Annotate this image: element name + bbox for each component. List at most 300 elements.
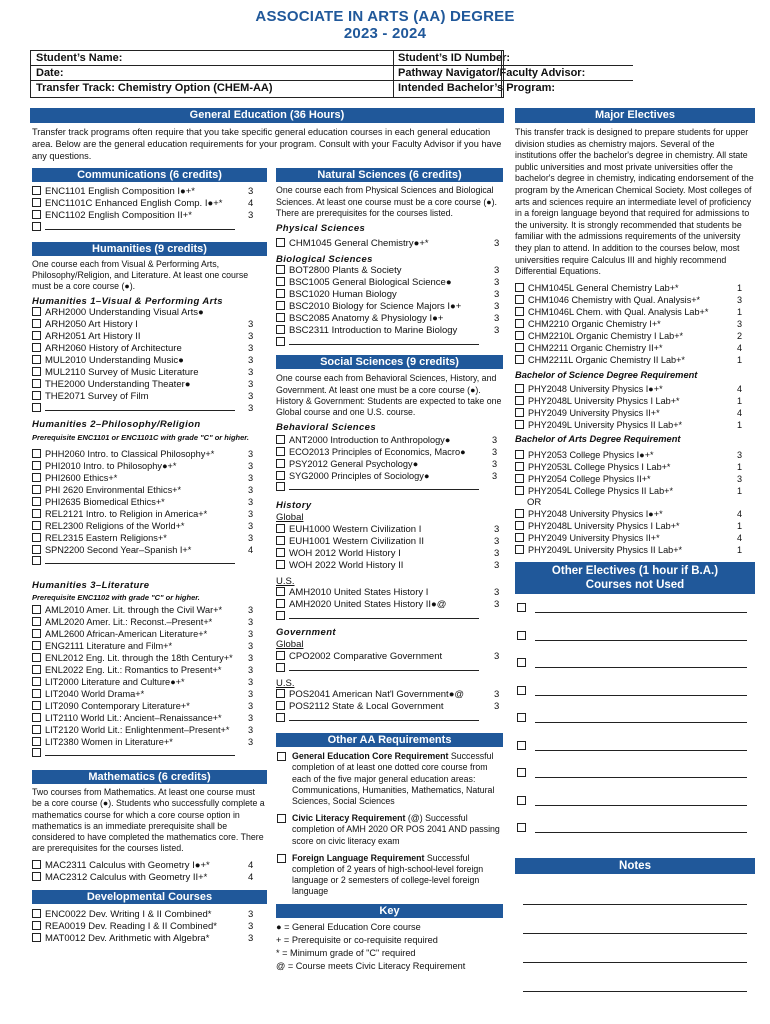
course-name: LIT2380 Women in Literature+*: [45, 737, 173, 748]
course-checkbox[interactable]: [32, 186, 41, 195]
course-checkbox[interactable]: [32, 485, 41, 494]
course-checkbox[interactable]: [276, 313, 285, 322]
course-credits: 4: [737, 407, 743, 418]
elective-blank-row: [515, 710, 755, 738]
course-checkbox[interactable]: [515, 319, 524, 328]
course-row: [276, 289, 503, 301]
course-checkbox[interactable]: [515, 420, 524, 429]
course-row: [32, 604, 267, 616]
course-name: ARH2051 Art History II: [45, 331, 141, 343]
elective-blank-line[interactable]: [535, 640, 747, 641]
requirement-text: Successful completion of 2 years of high-school-level foreign language or 2 semesters of college-level foreign language: [292, 852, 484, 897]
course-checkbox[interactable]: [32, 725, 41, 734]
transfer-track-field: Transfer Track: Chemistry Option (CHEM-AA): [36, 82, 273, 94]
course-name: PHY2054L College Physics II Lab+*: [528, 486, 673, 497]
course-checkbox[interactable]: [32, 331, 41, 340]
course-credits: 3: [494, 325, 500, 337]
checkbox[interactable]: [276, 713, 285, 722]
elective-blank-line[interactable]: [535, 750, 747, 751]
elective-checkbox[interactable]: [517, 631, 526, 640]
course-checkbox[interactable]: [32, 355, 41, 364]
course-checkbox[interactable]: [32, 689, 41, 698]
course-name: ECO2013 Principles of Economics, Macro●: [289, 446, 466, 457]
elective-checkbox[interactable]: [517, 741, 526, 750]
course-checkbox[interactable]: [515, 355, 524, 364]
course-row: [32, 331, 267, 343]
checkbox[interactable]: [32, 748, 41, 757]
page-title: ASSOCIATE IN ARTS (AA) DEGREE: [255, 8, 515, 25]
course-credits: 3: [248, 701, 254, 712]
course-checkbox[interactable]: [515, 331, 524, 340]
course-row: [32, 724, 267, 736]
student-id-field[interactable]: Student’s ID Number:: [393, 51, 633, 66]
physical-sciences-title: Physical Sciences: [276, 222, 366, 234]
key-header: Key: [276, 904, 503, 918]
course-row: [515, 294, 755, 306]
course-checkbox[interactable]: [515, 408, 524, 417]
course-row: [276, 446, 503, 458]
course-checkbox[interactable]: [515, 396, 524, 405]
course-checkbox[interactable]: [276, 238, 285, 247]
requirement-text: Successful completion of at least one dotted core course from each of the five major general education areas: Communications, Humanities, Mathematics, Natural Sciences, Social Sciences: [292, 751, 495, 807]
course-name: PHI2600 Ethics+*: [45, 472, 118, 483]
elective-checkbox[interactable]: [517, 823, 526, 832]
course-name: PHI 2620 Environmental Ethics+*: [45, 484, 182, 495]
course-name: PHY2053 College Physics I●+*: [528, 450, 654, 461]
checkbox[interactable]: [276, 611, 285, 620]
course-row: [32, 367, 267, 379]
course-row: [32, 532, 267, 544]
course-checkbox[interactable]: [32, 701, 41, 710]
elective-blank-line[interactable]: [535, 832, 747, 833]
course-row: [32, 343, 267, 355]
course-name: ENL2022 Eng. Lit.: Romantics to Present+*: [45, 665, 222, 676]
course-row: [276, 599, 503, 611]
course-row: [32, 676, 267, 688]
elective-blank-line[interactable]: [535, 722, 747, 723]
course-checkbox[interactable]: [515, 307, 524, 316]
course-checkbox[interactable]: [515, 474, 524, 483]
course-checkbox[interactable]: [32, 343, 41, 352]
course-row: [515, 532, 755, 544]
checkbox[interactable]: [276, 663, 285, 672]
course-checkbox[interactable]: [32, 617, 41, 626]
course-checkbox[interactable]: [32, 307, 41, 316]
course-row: [32, 508, 267, 520]
course-row: [276, 651, 503, 663]
course-credits: 3: [248, 460, 254, 471]
course-checkbox[interactable]: [32, 545, 41, 554]
elective-blank-line[interactable]: [535, 612, 747, 613]
course-name: ARH2050 Art History I: [45, 319, 138, 331]
course-credits: 3: [737, 474, 743, 485]
course-row: [32, 355, 267, 367]
elective-checkbox[interactable]: [517, 658, 526, 667]
course-checkbox[interactable]: [276, 701, 285, 710]
course-name: ARH2060 History of Architecture: [45, 343, 182, 355]
course-checkbox[interactable]: [276, 560, 285, 569]
history-title: History: [276, 499, 312, 511]
requirement-item: [276, 853, 503, 898]
course-name: ANT2000 Introduction to Anthropology●: [289, 434, 451, 445]
requirement-checkbox[interactable]: [277, 814, 286, 823]
course-credits: 3: [248, 520, 254, 531]
course-credits: 3: [494, 599, 500, 611]
course-checkbox[interactable]: [32, 909, 41, 918]
course-checkbox[interactable]: [276, 599, 285, 608]
course-checkbox[interactable]: [276, 587, 285, 596]
course-credits: 1: [737, 354, 743, 365]
course-checkbox[interactable]: [515, 545, 524, 554]
course-row: [515, 520, 755, 532]
course-credits: 1: [737, 545, 743, 556]
requirement-item: [276, 751, 503, 807]
course-checkbox[interactable]: [276, 689, 285, 698]
advisor-field[interactable]: Pathway Navigator/Faculty Advisor:: [393, 66, 633, 81]
course-row: [32, 496, 267, 508]
or-label: OR: [527, 497, 542, 509]
course-credits: 3: [248, 343, 254, 355]
other-electives-subtitle: Courses not Used: [585, 579, 685, 592]
course-credits: 4: [248, 544, 254, 555]
government-title: Government: [276, 627, 336, 639]
course-checkbox[interactable]: [276, 471, 285, 480]
course-row: [32, 391, 267, 403]
elective-blank-row: [515, 600, 755, 628]
course-credits: 3: [494, 650, 500, 662]
course-row: [32, 628, 267, 640]
course-name: AML2020 Amer. Lit.: Reconst.–Present+*: [45, 617, 213, 628]
course-checkbox[interactable]: [276, 536, 285, 545]
course-checkbox[interactable]: [32, 509, 41, 518]
other-electives-title: Other Electives (1 hour if B.A.): [551, 565, 719, 578]
course-name: BSC2311 Introduction to Marine Biology: [289, 325, 458, 337]
course-row: [276, 560, 503, 572]
course-checkbox[interactable]: [276, 277, 285, 286]
course-credits: 3: [248, 186, 254, 197]
course-credits: 1: [737, 282, 743, 293]
course-row: [515, 318, 755, 330]
course-checkbox[interactable]: [32, 713, 41, 722]
course-row: [515, 282, 755, 294]
course-credits: 3: [494, 523, 500, 535]
course-name: PHY2048L University Physics I Lab+*: [528, 395, 680, 406]
course-credits: 3: [494, 277, 500, 289]
course-row: [32, 712, 267, 724]
course-credits: 3: [492, 458, 498, 469]
notes-line[interactable]: [523, 962, 747, 963]
course-row: [276, 434, 503, 446]
course-credits: 1: [737, 419, 743, 430]
course-row: [515, 485, 755, 497]
course-checkbox[interactable]: [32, 629, 41, 638]
course-credits: 3: [248, 617, 254, 628]
elective-checkbox[interactable]: [517, 768, 526, 777]
course-checkbox[interactable]: [515, 295, 524, 304]
course-checkbox[interactable]: [32, 872, 41, 881]
course-row: [32, 933, 267, 945]
key-item: * = Minimum grade of "C" required: [276, 947, 416, 958]
course-name: CHM1045L General Chemistry Lab+*: [528, 282, 679, 293]
course-credits: 3: [248, 921, 254, 933]
elective-checkbox[interactable]: [517, 796, 526, 805]
course-credits: 3: [494, 535, 500, 547]
course-checkbox[interactable]: [276, 301, 285, 310]
course-row: [515, 461, 755, 473]
course-name: PHY2054 College Physics II+*: [528, 474, 651, 485]
course-checkbox[interactable]: [32, 379, 41, 388]
course-checkbox[interactable]: [32, 319, 41, 328]
course-checkbox[interactable]: [32, 933, 41, 942]
course-credits: 4: [248, 872, 254, 884]
course-checkbox[interactable]: [32, 367, 41, 376]
course-credits: 3: [248, 319, 254, 331]
course-credits: 4: [737, 342, 743, 353]
history-global-label: Global: [276, 512, 304, 524]
course-row: [32, 319, 267, 331]
elective-blank-line[interactable]: [535, 805, 747, 806]
requirement-checkbox[interactable]: [277, 752, 286, 761]
communications-header: Communications (6 credits): [32, 168, 267, 182]
course-credits: 4: [248, 198, 254, 209]
course-checkbox[interactable]: [32, 641, 41, 650]
course-checkbox[interactable]: [32, 605, 41, 614]
course-name: PHY2048L University Physics I Lab+*: [528, 521, 680, 532]
course-row: [515, 354, 755, 366]
checkbox[interactable]: [32, 556, 41, 565]
course-name: MUL2010 Understanding Music●: [45, 355, 184, 367]
course-row: [515, 330, 755, 342]
key-item: @ = Course meets Civic Literacy Requirement: [276, 960, 466, 971]
course-row: [276, 301, 503, 313]
course-name: ENC1101C Enhanced English Comp. I●+*: [45, 198, 223, 209]
course-name: CHM1045 General Chemistry●+*: [289, 237, 429, 249]
course-credits: 1: [737, 521, 743, 532]
checkbox[interactable]: [32, 403, 41, 412]
course-name: POS2041 American Nat'l Government●@: [289, 689, 465, 701]
course-name: LIT2040 World Drama+*: [45, 689, 145, 700]
course-credits: 3: [248, 665, 254, 676]
bs-requirement-title: Bachelor of Science Degree Requirement: [515, 369, 698, 380]
course-checkbox[interactable]: [515, 486, 524, 495]
elective-blank-line[interactable]: [535, 777, 747, 778]
course-name: CHM1046 Chemistry with Qual. Analysis+*: [528, 294, 701, 305]
elective-checkbox[interactable]: [517, 603, 526, 612]
notes-line[interactable]: [523, 991, 747, 992]
elective-blank-line[interactable]: [535, 695, 747, 696]
course-name: AMH2020 United States History II●@: [289, 599, 447, 611]
course-credits: 3: [737, 318, 743, 329]
mathematics-intro: Two courses from Mathematics. At least one course must be a core course (●). Students who successfully complete a mathematics course for which a core course option in mathematics is an immediate prerequisite shall be considered to have completed the mathematics core. There are prerequisites for the courses listed.: [32, 787, 265, 854]
course-credits: 3: [737, 450, 743, 461]
requirement-title: Foreign Language Requirement: [292, 852, 425, 863]
course-name: PHH2060 Intro. to Classical Philosophy+*: [45, 448, 215, 459]
major-electives-intro: This transfer track is designed to prepare students for upper division studies as chemistry majors. Several of the institutions offer the bachelor's degree in chemistry. All state public universities and most private universities offer the bachelor's degree in chemistry, indicating endorsement of the program by the American Chemical Society. Most colleges of arts and sciences require an intermediate level of proficiency in a foreign language beyond that required for admissions to the university. It is strongly recommended that students be familiar with the admissions requirements of the university they plan to attend. In addition to the courses below, most universities require Calculus III and highly recommend Differential Equations.: [515, 127, 754, 277]
course-credits: 3: [492, 434, 498, 445]
course-credits: 4: [248, 860, 254, 872]
course-row: [32, 379, 267, 391]
course-checkbox[interactable]: [32, 921, 41, 930]
student-name-field[interactable]: Student’s Name:: [31, 51, 393, 66]
course-checkbox[interactable]: [32, 391, 41, 400]
course-name: PSY2012 General Psychology●: [289, 458, 419, 469]
course-name: PHY2053L College Physics I Lab+*: [528, 462, 671, 473]
course-checkbox[interactable]: [32, 665, 41, 674]
course-credits: 3: [248, 496, 254, 507]
course-checkbox[interactable]: [276, 459, 285, 468]
course-name: LIT2000 Literature and Culture●+*: [45, 677, 185, 688]
behavioral-sciences-title: Behavioral Sciences: [276, 422, 377, 434]
course-row: [32, 448, 267, 460]
course-credits: 3: [494, 301, 500, 313]
course-name: THE2071 Survey of Film: [45, 391, 149, 403]
developmental-header: Developmental Courses: [32, 890, 267, 904]
course-name: ARH2000 Understanding Visual Arts●: [45, 307, 204, 319]
course-checkbox[interactable]: [515, 343, 524, 352]
course-credits: 3: [248, 508, 254, 519]
course-row: [32, 640, 267, 652]
course-checkbox[interactable]: [515, 384, 524, 393]
course-row: [276, 238, 503, 250]
requirement-text: (@) Successful completion of AMH 2020 OR POS 2041 AND passing score on civic literacy exam: [292, 813, 500, 846]
course-credits: 3: [248, 653, 254, 664]
course-row: [276, 470, 503, 482]
date-field[interactable]: Date:: [31, 66, 393, 81]
course-row: [32, 664, 267, 676]
course-name: AMH2010 United States History I: [289, 587, 429, 599]
requirement-checkbox[interactable]: [277, 854, 286, 863]
course-name: PHY2049 University Physics II+*: [528, 533, 660, 544]
course-checkbox[interactable]: [276, 325, 285, 334]
elective-checkbox[interactable]: [517, 686, 526, 695]
course-checkbox[interactable]: [515, 509, 524, 518]
course-credits: 3: [248, 379, 254, 391]
course-checkbox[interactable]: [32, 198, 41, 207]
course-checkbox[interactable]: [32, 449, 41, 458]
course-name: EUH1000 Western Civilization I: [289, 523, 422, 535]
intended-program-field[interactable]: Intended Bachelor’s Program:: [398, 82, 556, 94]
course-checkbox[interactable]: [276, 435, 285, 444]
course-row: [32, 860, 267, 872]
course-checkbox[interactable]: [32, 533, 41, 542]
natural-sciences-header: Natural Sciences (6 credits): [276, 168, 503, 182]
course-name: PHY2048 University Physics I●+*: [528, 383, 663, 394]
course-credits: 3: [248, 713, 254, 724]
course-name: PHI2010 Intro. to Philosophy●+*: [45, 460, 177, 471]
course-name: REL2121 Intro. to Religion in America+*: [45, 508, 208, 519]
notes-line[interactable]: [523, 904, 747, 905]
course-row: [515, 449, 755, 461]
course-name: REL2315 Eastern Religions+*: [45, 532, 167, 543]
course-checkbox[interactable]: [32, 210, 41, 219]
checkbox[interactable]: [32, 222, 41, 231]
course-row: [515, 473, 755, 485]
elective-blank-line[interactable]: [535, 667, 747, 668]
course-name: POS2112 State & Local Government: [289, 701, 444, 713]
course-checkbox[interactable]: [32, 473, 41, 482]
course-checkbox[interactable]: [276, 447, 285, 456]
major-electives-header: Major Electives: [515, 108, 755, 123]
course-row: [515, 306, 755, 318]
course-name: PHY2049L University Physics II Lab+*: [528, 419, 683, 430]
course-name: BSC2010 Biology for Science Majors I●+: [289, 301, 462, 313]
course-checkbox[interactable]: [515, 283, 524, 292]
elective-checkbox[interactable]: [517, 713, 526, 722]
course-checkbox[interactable]: [32, 677, 41, 686]
course-name: CHM2211L Organic Chemistry II Lab+*: [528, 354, 685, 365]
elective-blank-row: [515, 793, 755, 821]
course-name: MAC2311 Calculus with Geometry I●+*: [45, 860, 210, 872]
course-checkbox[interactable]: [276, 651, 285, 660]
course-credits: 3: [492, 470, 498, 481]
course-credits: 3: [248, 641, 254, 652]
course-credits: 3: [494, 559, 500, 571]
course-name: ENG2111 Literature and Film+*: [45, 641, 173, 652]
course-credits: 3: [248, 367, 254, 379]
notes-header: Notes: [515, 858, 755, 874]
humanities-3-prereq: Prerequisite ENC1102 with grade "C" or higher.: [32, 593, 200, 603]
course-credits: 3: [248, 532, 254, 543]
course-name: AML2010 Amer. Lit. through the Civil War+*: [45, 605, 223, 616]
course-credits: 3: [248, 484, 254, 495]
course-checkbox[interactable]: [515, 462, 524, 471]
course-checkbox[interactable]: [515, 521, 524, 530]
notes-line[interactable]: [523, 933, 747, 934]
checkbox[interactable]: [276, 482, 285, 491]
government-global-label: Global: [276, 639, 304, 651]
checkbox[interactable]: [276, 337, 285, 346]
course-name: ENL2012 Eng. Lit. through the 18th Century+*: [45, 653, 233, 664]
course-credits: 3: [248, 210, 254, 221]
mathematics-header: Mathematics (6 credits): [32, 770, 267, 784]
course-checkbox[interactable]: [32, 521, 41, 530]
course-checkbox[interactable]: [32, 737, 41, 746]
elective-blank-row: [515, 628, 755, 656]
course-checkbox[interactable]: [276, 548, 285, 557]
course-checkbox[interactable]: [515, 450, 524, 459]
course-credits: 3: [494, 289, 500, 301]
course-checkbox[interactable]: [32, 860, 41, 869]
course-row: [32, 186, 267, 198]
course-checkbox[interactable]: [276, 524, 285, 533]
course-credits: 3: [737, 294, 743, 305]
course-checkbox[interactable]: [276, 265, 285, 274]
course-checkbox[interactable]: [32, 461, 41, 470]
key-item: ● = General Education Core course: [276, 921, 421, 932]
course-row: [276, 325, 503, 337]
course-row: [515, 395, 755, 407]
course-credits: 3: [494, 237, 500, 249]
course-credits: 4: [737, 533, 743, 544]
course-credits: 3: [248, 933, 254, 945]
course-checkbox[interactable]: [32, 497, 41, 506]
course-credits: 3: [494, 265, 500, 277]
course-credits: 3: [248, 689, 254, 700]
history-us-label: U.S.: [276, 575, 295, 587]
humanities-2-prereq: Prerequisite ENC1101 or ENC1101C with grade "C" or higher.: [32, 432, 249, 442]
gen-ed-intro: Transfer track programs often require that you take specific general education courses in each general education area. Below are the general education requirements for your program. Consult with your Faculty Advisor if you have any questions.: [32, 127, 502, 161]
course-name: MAC2312 Calculus with Geometry II+*: [45, 872, 208, 884]
course-row: [32, 460, 267, 472]
course-name: SYG2000 Principles of Sociology●: [289, 470, 430, 481]
course-row: [32, 700, 267, 712]
course-checkbox[interactable]: [276, 289, 285, 298]
course-name: WOH 2012 World History I: [289, 547, 401, 559]
course-row: [276, 548, 503, 560]
course-name: LIT2090 Contemporary Literature+*: [45, 701, 190, 712]
course-checkbox[interactable]: [32, 653, 41, 662]
course-checkbox[interactable]: [515, 533, 524, 542]
